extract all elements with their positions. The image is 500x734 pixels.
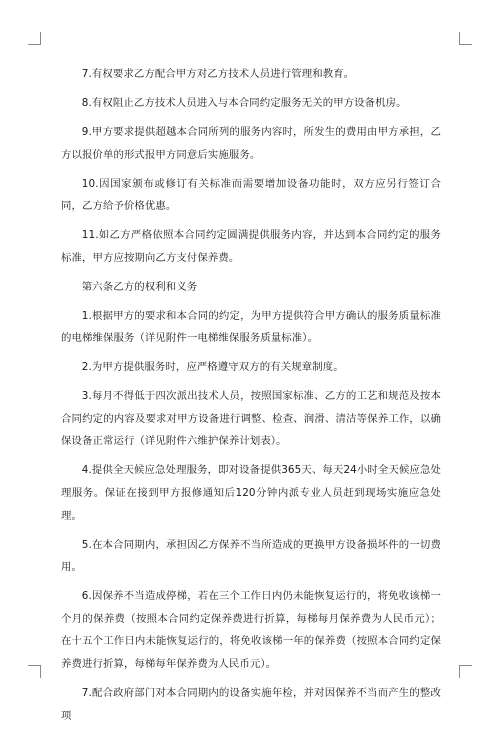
clause-item: 6.因保养不当造成停梯，若在三个工作日内仍未能恢复运行的，将免收该梯一个月的保养费（按照本合同约定保养费进行折算，每梯每月保养费为人民币元）；在十五个工作日内未能恢复运行的，将免收该梯一年的保养费（按照本合同约定保养费进行折算，每梯每年保养费为人民币元）。 bbox=[61, 590, 441, 670]
crop-mark-top-right bbox=[459, 32, 472, 45]
crop-mark-bottom-right bbox=[459, 665, 472, 678]
clause-item: 7.配合政府部门对本合同期内的设备实施年检，并对因保养不当而产生的整改项 bbox=[61, 686, 441, 722]
crop-mark-top-left bbox=[28, 32, 41, 45]
document-body bbox=[61, 63, 441, 734]
clause-item: 1.根据甲方的要求和本合同的约定，为甲方提供符合甲方确认的服务质量标准的电梯维保服务（详见附件一电梯维保服务质量标准）。 bbox=[61, 309, 441, 345]
clause-item: 7.有权要求乙方配合甲方对乙方技术人员进行管理和教育。 bbox=[81, 68, 355, 80]
clause-item: 10.因国家颁布或修订有关标准而需要增加设备功能时，双方应另行签订合同，乙方给予价格优惠。 bbox=[61, 177, 441, 213]
section-heading: 第六条乙方的权利和义务 bbox=[81, 280, 198, 293]
clause-item: 11.如乙方严格依照本合同约定圆满提供服务内容，并达到本合同约定的服务标准，甲方应按期向乙方支付保养费。 bbox=[61, 229, 441, 264]
clause-item: 4.提供全天候应急处理服务，即对设备提供365天、每天24小时全天候应急处理服务。保证在接到甲方报修通知后120分钟内派专业人员赶到现场实施应急处理。 bbox=[61, 464, 441, 522]
clause-item: 5.在本合同期内，承担因乙方保养不当所造成的更换甲方设备损坏件的一切费用。 bbox=[61, 538, 441, 574]
clause-item: 3.每月不得低于四次派出技术人员，按照国家标准、乙方的工艺和规范及按本合同约定的内容及要求对甲方设备进行调整、检查、润滑、清洁等保养工作，以确保设备正常运行（详见附件六维护保养计划表）。 bbox=[61, 390, 441, 448]
clause-item: 9.甲方要求提供超越本合同所列的服务内容时，所发生的费用由甲方承担，乙方以报价单的形式报甲方同意后实施服务。 bbox=[61, 125, 441, 161]
crop-mark-bottom-left bbox=[28, 665, 41, 678]
clause-item: 8.有权阻止乙方技术人员进入与本合同约定服务无关的甲方设备机房。 bbox=[81, 96, 407, 109]
clause-item: 2.为甲方提供服务时，应严格遵守双方的有关规章制度。 bbox=[81, 361, 344, 374]
